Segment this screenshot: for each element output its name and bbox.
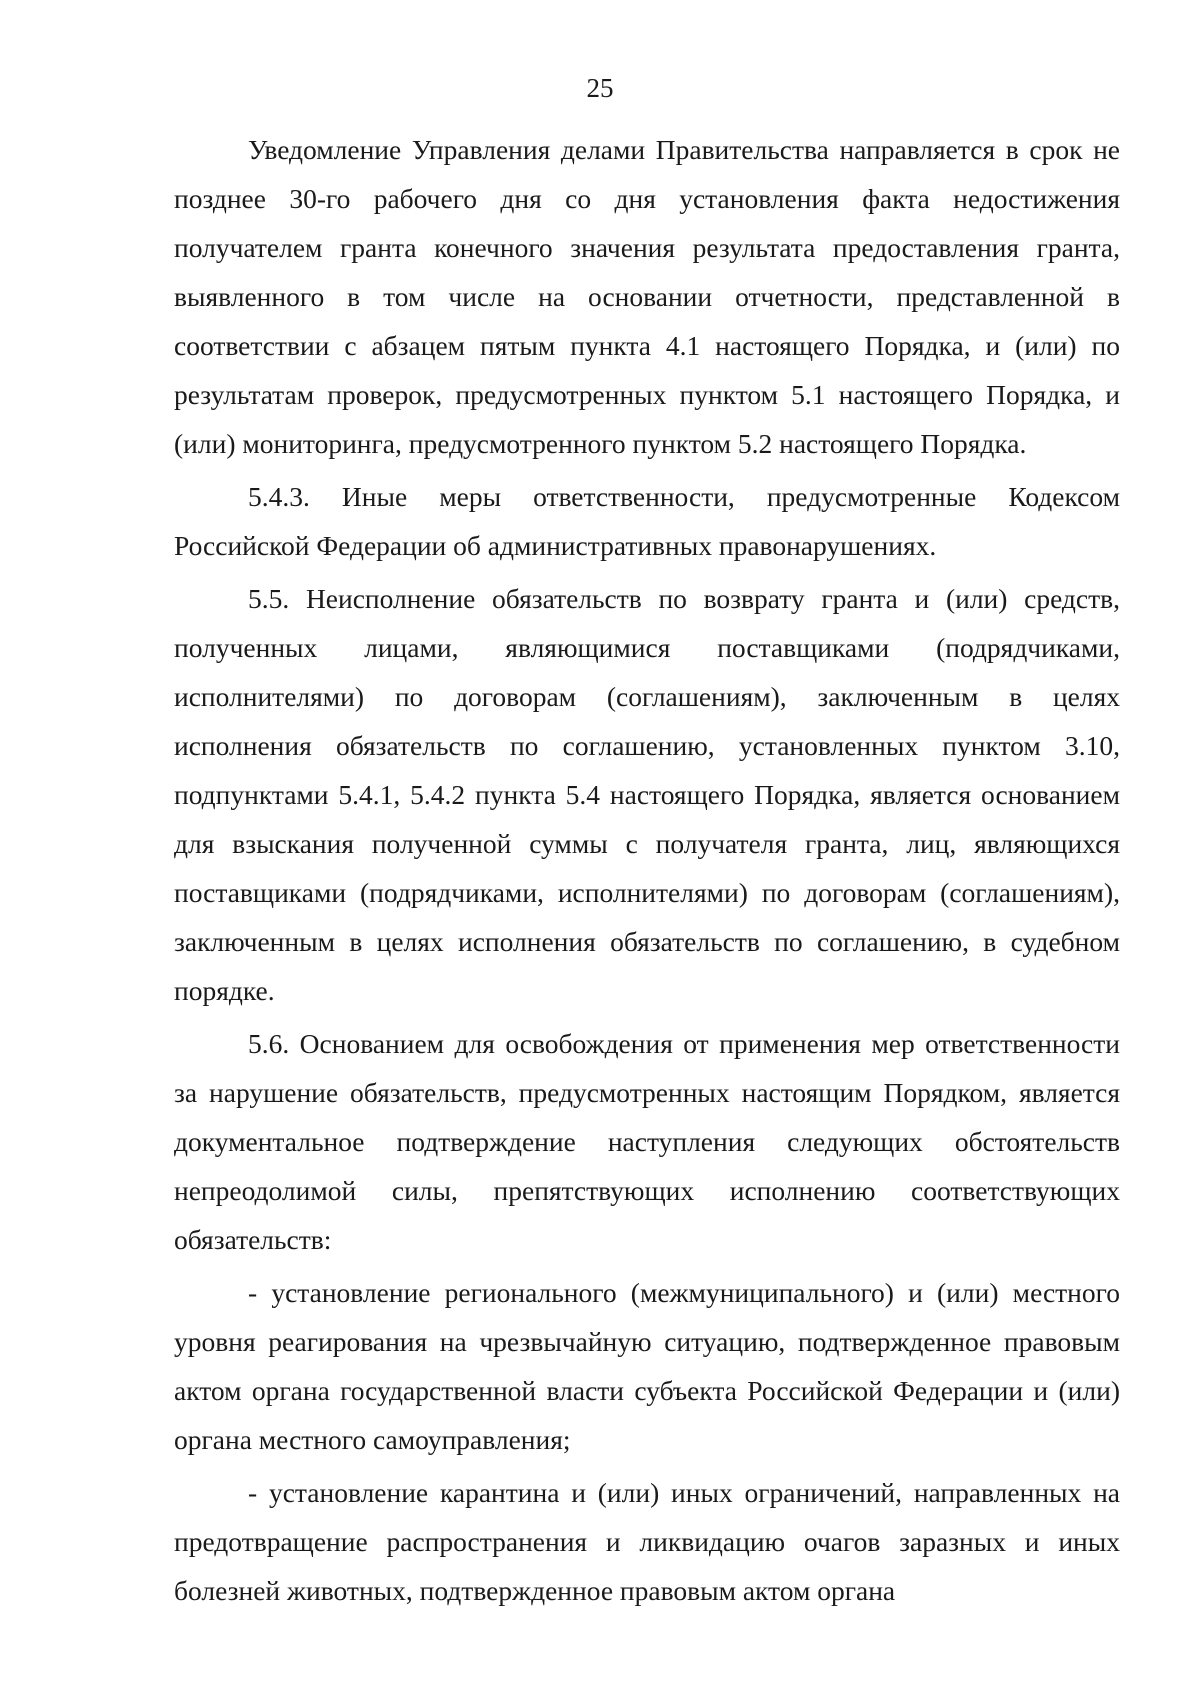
list-item-quarantine: - установление карантина и (или) иных ограничений, направленных на предотвращение распространения и ликвидацию очагов заразных и иных болезней животных, подтвержденное правовым актом органа	[174, 1477, 1120, 1606]
paragraph-5-5: 5.5. Неисполнение обязательств по возврату гранта и (или) средств, полученных лицами, являющимися поставщиками (подрядчиками, исполнителями) по договорам (соглашениям), заключенным в целях исполнения обязательств по соглашению, установленных пунктом 3.10, подпунктами 5.4.1, 5.4.2 пункта 5.4 настоящего Порядка, является основанием для взыскания полученной суммы с получателя гранта, лиц, являющихся поставщиками (подрядчиками, исполнителями) по договорам (соглашениям), заключенным в целях исполнения обязательств по соглашению, в судебном порядке.	[174, 583, 1120, 1006]
document-body	[174, 125, 1120, 1619]
paragraph-5-4-3: 5.4.3. Иные меры ответственности, предусмотренные Кодексом Российской Федерации об административных правонарушениях.	[174, 481, 1120, 561]
paragraph-5-6: 5.6. Основанием для освобождения от применения мер ответственности за нарушение обязательств, предусмотренных настоящим Порядком, является документальное подтверждение наступления следующих обстоятельств непреодолимой силы, препятствующих исполнению соответствующих обязательств:	[174, 1028, 1120, 1255]
page-number: 25	[586, 73, 614, 103]
list-item-emergency: - установление регионального (межмуниципального) и (или) местного уровня реагирования на чрезвычайную ситуацию, подтвержденное правовым актом органа государственной власти субъекта Российской Федерации и (или) органа местного самоуправления;	[174, 1277, 1120, 1455]
paragraph-notification: Уведомление Управления делами Правительства направляется в срок не позднее 30-го рабочего дня со дня установления факта недостижения получателем гранта конечного значения результата предоставления гранта, выявленного в том числе на основании отчетности, представленной в соответствии с абзацем пятым пункта 4.1 настоящего Порядка, и (или) по результатам проверок, предусмотренных пунктом 5.1 настоящего Порядка, и (или) мониторинга, предусмотренного пунктом 5.2 настоящего Порядка.	[174, 134, 1120, 459]
